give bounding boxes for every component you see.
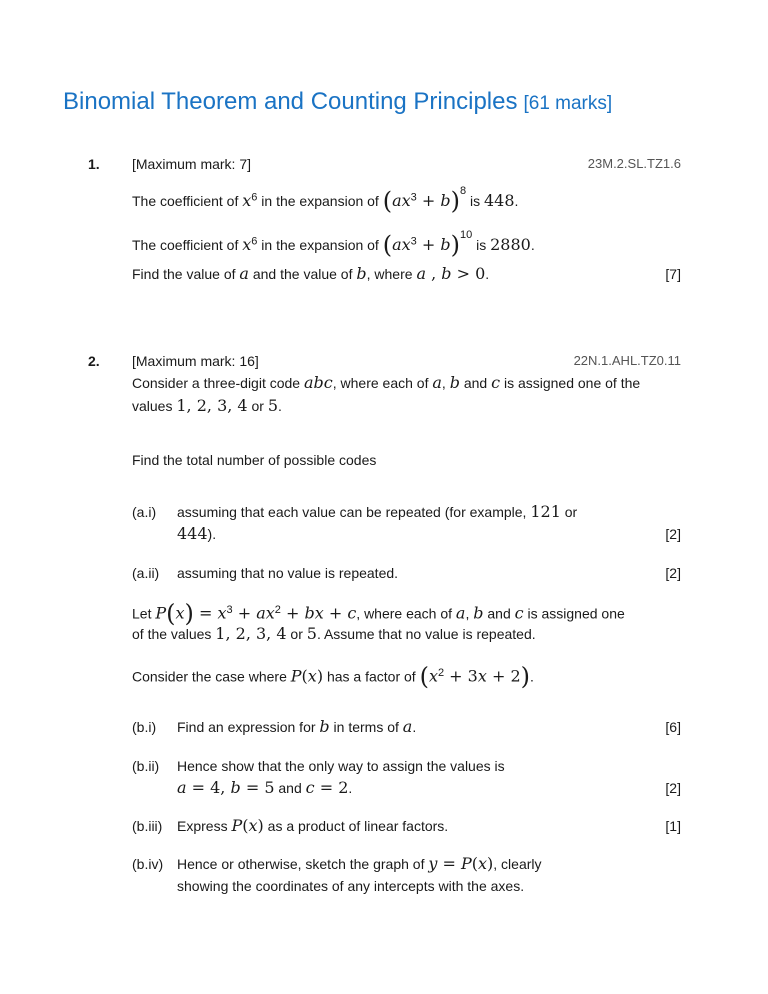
part-aii-marks: [2]	[665, 565, 681, 581]
question-2-reference: 22N.1.AHL.TZ0.11	[573, 353, 681, 368]
question-1-line-3: Find the value of a and the value of b, where a , b > 0.	[132, 264, 490, 283]
part-ai-label: (a.i)	[132, 504, 157, 520]
part-aii-label: (a.ii)	[132, 565, 160, 581]
part-bii-label: (b.ii)	[132, 758, 160, 774]
question-2-max-mark: [Maximum mark: 16]	[132, 353, 259, 369]
part-bii-marks: [2]	[665, 780, 681, 796]
part-bii-text-line-1: Hence show that the only way to assign the values is	[177, 758, 505, 774]
q1-value-2880: 2880	[490, 235, 531, 254]
question-1-reference: 23M.2.SL.TZ1.6	[587, 156, 681, 171]
title-text: Binomial Theorem and Counting Principles	[63, 88, 518, 115]
question-2-find-total: Find the total number of possible codes	[132, 452, 377, 468]
question-2-intro-line-2: values 1, 2, 3, 4 or 5.	[132, 396, 282, 415]
question-1-number: 1.	[88, 156, 100, 172]
question-2-factor-case: Consider the case where P(x) has a factor of $(x^2 + 3x + 2)$.	[132, 662, 534, 691]
question-2-polynomial-line-1: Let $P(x) = x^3 + ax^2$ + bx + c, where each of a, b and c is assigned one	[132, 599, 625, 628]
part-biv-label: (b.iv)	[132, 856, 164, 872]
part-bi-marks: [6]	[665, 719, 681, 735]
title-marks: [61 marks]	[523, 93, 613, 114]
question-1-max-mark: [Maximum mark: 7]	[132, 156, 252, 172]
part-ai-text-line-2: 444).	[177, 524, 217, 543]
part-bii-text-line-2: a = 4, b = 5 and c = 2.	[177, 778, 353, 797]
part-biv-text-line-1: Hence or otherwise, sketch the graph of y = P(x), clearly	[177, 854, 542, 873]
question-2-number: 2.	[88, 353, 100, 369]
part-biii-marks: [1]	[665, 818, 681, 834]
part-ai-marks: [2]	[665, 526, 681, 542]
question-2-polynomial-line-2: of the values 1, 2, 3, 4 or 5. Assume that no value is repeated.	[132, 624, 536, 643]
question-1-line-2: The coefficient of $x^6$ in the expansion of $(ax^3 + b)^{10}$ is 2880.	[132, 229, 535, 259]
page-title	[63, 88, 612, 116]
part-bi-text: Find an expression for b in terms of a.	[177, 717, 417, 736]
question-2-intro-line-1: Consider a three-digit code abc, where each of a, b and c is assigned one of the	[132, 373, 641, 392]
part-biii-label: (b.iii)	[132, 818, 163, 834]
part-biv-text-line-2: showing the coordinates of any intercepts with the axes.	[177, 878, 525, 894]
part-biii-text: Express P(x) as a product of linear factors.	[177, 816, 449, 835]
part-bi-label: (b.i)	[132, 719, 157, 735]
question-1-marks: [7]	[665, 266, 681, 282]
q1-value-448: 448	[484, 191, 515, 210]
part-aii-text: assuming that no value is repeated.	[177, 565, 399, 581]
part-ai-text-line-1: assuming that each value can be repeated (for example, 121 or	[177, 502, 578, 521]
question-1-line-1: The coefficient of $x^6$ in the expansion of $(ax^3 + b)^8$ is 448.	[132, 185, 519, 215]
